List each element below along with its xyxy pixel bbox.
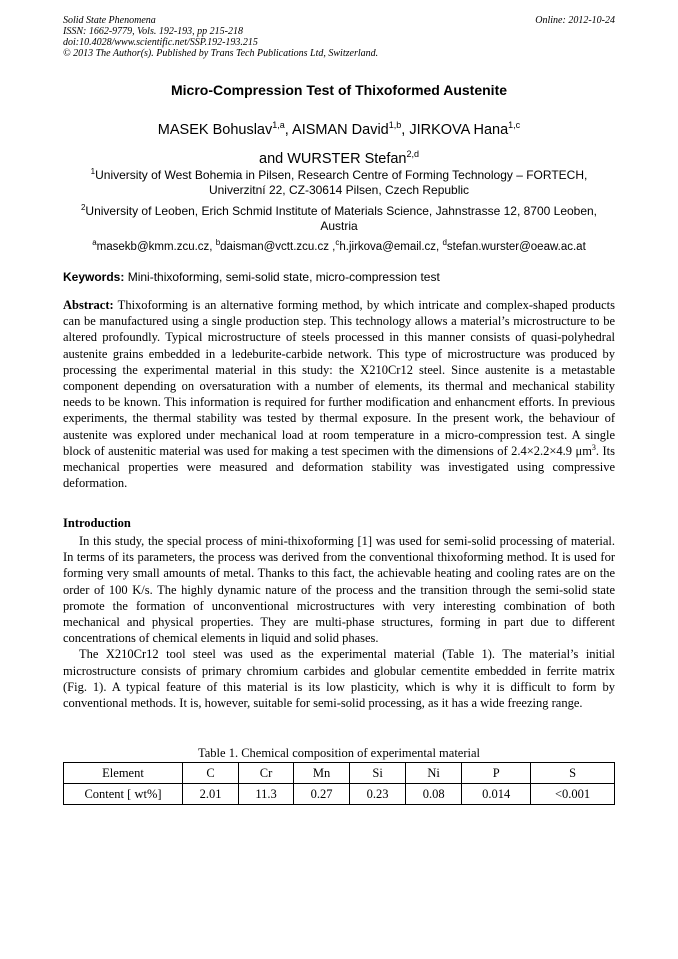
author-name: WURSTER Stefan — [287, 150, 407, 167]
table-cell: 0.27 — [294, 784, 350, 805]
author-list — [63, 113, 615, 171]
author-name: AISMAN David — [292, 121, 389, 138]
keywords-label: Keywords: — [63, 270, 125, 284]
table-cell: 11.3 — [239, 784, 294, 805]
table-cell: Content [ wt%] — [64, 784, 183, 805]
unit-sup: 3 — [591, 442, 596, 452]
issn-line: ISSN: 1662-9779, Vols. 192-193, pp 215-218 — [63, 26, 243, 37]
email-sup: d — [442, 238, 447, 247]
abstract-text-end: . Its mechanical properties were measured and deformation stability was investigated using compressive deformation. — [63, 443, 615, 491]
author-sup: 2,d — [406, 148, 419, 159]
affiliation-1 — [63, 164, 615, 198]
paragraph: The X210Cr12 tool steel was used as the experimental material (Table 1). The material’s initial microstructure consists of primary chromium carbides and globular cementite embedded in ferrite matrix (Fig. 1). A typical feature of this material is its low plasticity, which is why it is difficult to form by conventional methods. It is, however, suitable for semi-solid processing, as it has a wide freezing range. — [63, 647, 615, 711]
affiliation-2 — [63, 200, 615, 234]
author-prefix: and — [259, 150, 288, 167]
affiliation-sup: 1 — [90, 167, 96, 176]
author-name: JIRKOVA Hana — [409, 121, 509, 138]
author-sup: 1,b — [388, 120, 402, 130]
abstract-label: Abstract: — [63, 298, 114, 312]
journal-header — [63, 15, 615, 59]
keywords-text: Mini-thixoforming, semi-solid state, micro-compression test — [124, 270, 440, 284]
table-cell: 0.23 — [350, 784, 406, 805]
abstract — [63, 297, 615, 491]
email-link[interactable]: stefan.wurster@oeaw.ac.at — [446, 240, 586, 253]
author-sup: 1,c — [508, 120, 521, 130]
abstract-text: Thixoforming is an alternative forming method, by which intricate and complex-shaped products can be manufactured using a single production step. This technology allows a material’s microstructure to be altered profoundly. Typical microstructure of steels processed in this manner consists of quasi-polyhedral austenite grains embedded in a ledeburite-carbide network. This type of microstructure was produced by processing the experimental material in this study: the X210Cr12 steel. Since austenite is a metastable component depending on oversaturation with a number of elements, its thermal and mechanical stability needs to be known. This information is required for further modification and enhancment efforts. In previous experiments, the thermal stability was tested by thermal exposure. In the present work, the behaviour of austenite was explored under mechanical load at room temperature in a micro-compression test. A single block of austenitic material was used for making a test specimen with the dimensions of 2.4×2.2×4.9 μm — [63, 298, 615, 458]
affiliation-text: Austria — [320, 219, 358, 233]
table-header-row — [64, 763, 615, 784]
table-header-cell: Element — [64, 763, 183, 784]
keywords — [63, 270, 615, 284]
copyright-line: © 2013 The Author(s). Published by Trans Tech Publications Ltd, Switzerland. — [63, 48, 379, 59]
table-header-cell: S — [531, 763, 615, 784]
table-header-cell: P — [462, 763, 531, 784]
separator: , — [284, 121, 293, 138]
table-header-cell: Mn — [294, 763, 350, 784]
email-list — [63, 235, 615, 255]
table-cell: 0.08 — [406, 784, 462, 805]
table-caption: Table 1. Chemical composition of experimental material — [197, 746, 481, 760]
affiliation-sup: 2 — [80, 203, 86, 212]
affiliation-text: University of West Bohemia in Pilsen, Research Centre of Forming Technology – FORTECH, — [95, 168, 588, 182]
table-header-cell: Ni — [406, 763, 462, 784]
email-sup: b — [215, 238, 221, 247]
composition-table — [63, 762, 615, 805]
email-link[interactable]: h.jirkova@email.cz, — [339, 240, 443, 253]
affiliation-text: Univerzitní 22, CZ-30614 Pilsen, Czech Republic — [208, 183, 470, 197]
section-heading-introduction: Introduction — [63, 516, 131, 530]
author-sup: 1,a — [272, 120, 285, 130]
paper-title: Micro-Compression Test of Thixoformed Austenite — [170, 82, 508, 98]
affiliation-text: University of Leoben, Erich Schmid Institute of Materials Science, Jahnstrasse 12, 8700 Leoben, — [85, 204, 598, 218]
email-sup: c — [335, 238, 340, 247]
table-header-cell: Si — [350, 763, 406, 784]
journal-name: Solid State Phenomena — [63, 15, 156, 26]
email-link[interactable]: masekb@kmm.zcu.cz, — [96, 240, 216, 253]
table-cell: 2.01 — [183, 784, 239, 805]
paragraph: In this study, the special process of mini-thixoforming [1] was used for semi-solid processing of material. In terms of its parameters, the process was derived from the conventional thixoforming method. It is used for forming very small amounts of metal. Thanks to this fact, the achievable heating and cooling rates are on the order of 100 K/s. The highly dynamic nature of the process and the transition through the semi-solid state promote the formation of unconventional microstructures with very interesting combination of both mechanical and physical properties. They are multi-phase structures, forming in part due to different concentrations of chemical elements in liquid and solid phases. — [63, 534, 615, 646]
doi-line: doi:10.4028/www.scientific.net/SSP.192-193.215 — [63, 37, 258, 48]
online-date: Online: 2012-10-24 — [535, 15, 615, 26]
introduction-body — [63, 533, 615, 711]
table-header-cell: Cr — [239, 763, 294, 784]
table-cell: 0.014 — [462, 784, 531, 805]
table-cell: <0.001 — [531, 784, 615, 805]
table-row — [64, 784, 615, 805]
email-link[interactable]: daisman@vctt.zcu.cz , — [220, 240, 336, 253]
email-sup: a — [92, 238, 97, 247]
table-header-cell: C — [183, 763, 239, 784]
separator: , — [401, 121, 410, 138]
author-name: MASEK Bohuslav — [157, 121, 273, 138]
